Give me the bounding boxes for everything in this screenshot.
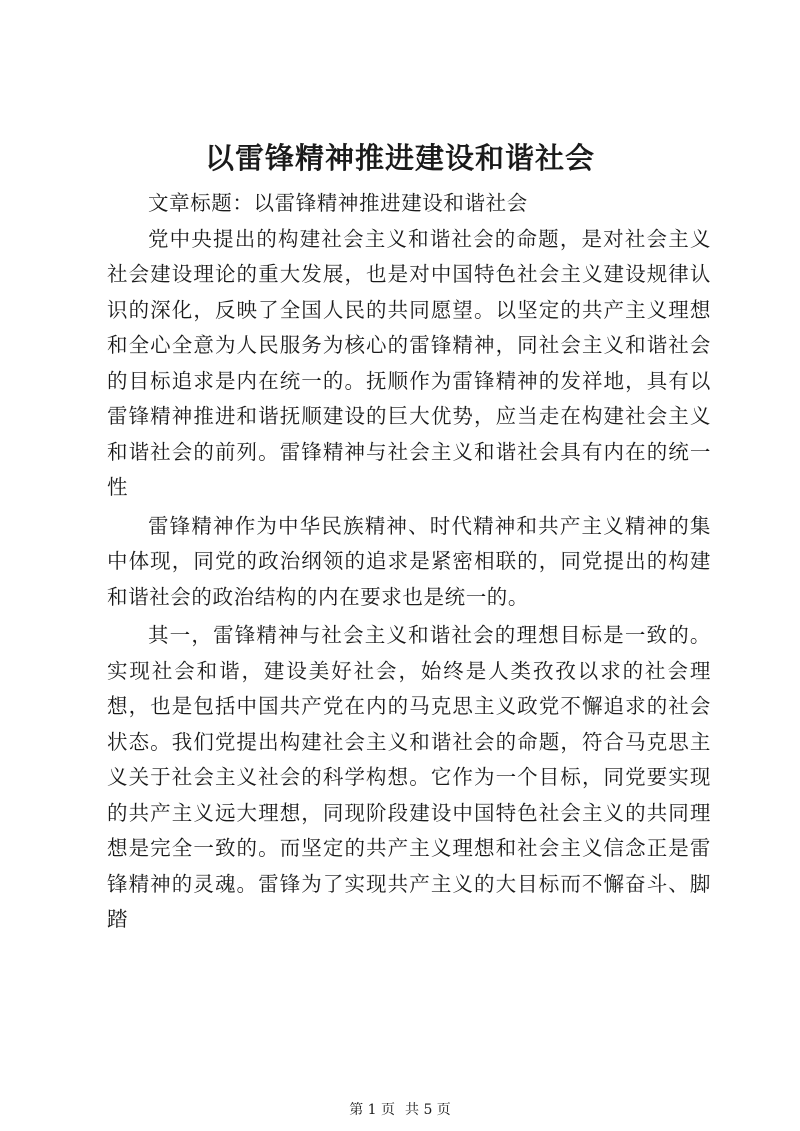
page-total: 共 5 页: [405, 1102, 451, 1118]
article-heading-line: 文章标题：以雷锋精神推进建设和谐社会: [148, 191, 528, 215]
paragraph-lei-feng-spirit: 雷锋精神作为中华民族精神、时代精神和共产主义精神的集中体现，同党的政治纲领的追求是紧密相联的，同党提出的构建和谐社会的政治结构的内在要求也是统一的。: [107, 513, 711, 609]
document-title: 以雷锋精神推进建设和谐社会: [204, 141, 595, 175]
page-footer: [0, 1100, 800, 1120]
paragraph-intro: 党中央提出的构建社会主义和谐社会的命题，是对社会主义社会建设理论的重大发展，也是对中国特色社会主义建设规律认识的深化，反映了全国人民的共同愿望。以坚定的共产主义理想和全心全意为人民服务为核心的雷锋精神，同社会主义和谐社会的目标追求是内在统一的。抚顺作为雷锋精神的发祥地，具有以雷锋精神推进和谐抚顺建设的巨大优势，应当走在构建社会主义和谐社会的前列。雷锋精神与社会主义和谐社会具有内在的统一性: [107, 226, 711, 499]
paragraph-first-point: 其一，雷锋精神与社会主义和谐社会的理想目标是一致的。实现社会和谐，建设美好社会，始终是人类孜孜以求的社会理想，也是包括中国共产党在内的马克思主义政党不懈追求的社会状态。我们党提出构建社会主义和谐社会的命题，符合马克思主义关于社会主义社会的科学构想。它作为一个目标，同党要实现的共产主义远大理想，同现阶段建设中国特色社会主义的共同理想是完全一致的。而坚定的共产主义理想和社会主义信念正是雷锋精神的灵魂。雷锋为了实现共产主义的大目标而不懈奋斗、脚踏: [107, 623, 711, 931]
page-number: 第 1 页: [349, 1102, 395, 1118]
document-body: [107, 186, 711, 938]
